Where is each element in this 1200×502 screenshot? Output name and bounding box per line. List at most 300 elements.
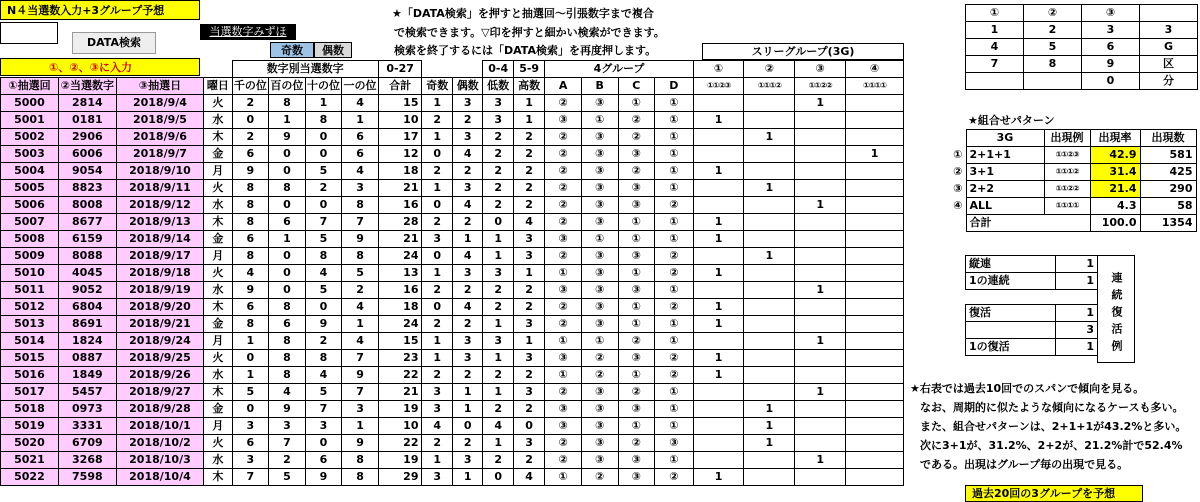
grid-cell[interactable]: G: [1140, 39, 1198, 56]
cell-g2[interactable]: [744, 265, 795, 282]
cell-d2[interactable]: 0: [269, 197, 306, 214]
cell-num[interactable]: 2906: [58, 129, 116, 146]
cell-low[interactable]: 3: [483, 333, 513, 350]
cell-date[interactable]: 2018/9/24: [116, 333, 203, 350]
cell-d4[interactable]: 8: [342, 452, 379, 469]
cell-g2[interactable]: [744, 112, 795, 129]
cell-d4[interactable]: 8: [342, 469, 379, 486]
grid-cell[interactable]: 2: [1024, 22, 1082, 39]
cell-g2[interactable]: [744, 384, 795, 401]
cell-wd[interactable]: 火: [204, 265, 232, 282]
cell-d3[interactable]: 0: [305, 146, 342, 163]
cell-d2[interactable]: 4: [269, 384, 306, 401]
cell-odd[interactable]: 3: [422, 231, 452, 248]
cell-d3[interactable]: 7: [305, 401, 342, 418]
cell-total[interactable]: 24: [378, 248, 422, 265]
grid-cell[interactable]: 区: [1140, 56, 1198, 73]
cell-g3[interactable]: 1: [795, 197, 846, 214]
grid-cell[interactable]: 3: [1082, 22, 1140, 39]
cell-total[interactable]: 12: [378, 146, 422, 163]
cell-num[interactable]: 8677: [58, 214, 116, 231]
cell-round[interactable]: 5014: [1, 333, 59, 350]
cell-g1[interactable]: [693, 418, 744, 435]
cell-high[interactable]: 3: [513, 316, 544, 333]
cell-d3[interactable]: 5: [305, 163, 342, 180]
cell-g4[interactable]: [846, 435, 904, 452]
cell-g1[interactable]: 1: [693, 299, 744, 316]
cell-odd[interactable]: 1: [422, 265, 452, 282]
cell-date[interactable]: 2018/9/20: [116, 299, 203, 316]
cell-g2[interactable]: 1: [744, 418, 795, 435]
cell-g3[interactable]: [795, 146, 846, 163]
cell-g3[interactable]: 1: [795, 333, 846, 350]
cell-round[interactable]: 5016: [1, 367, 59, 384]
cell-g2[interactable]: 1: [744, 435, 795, 452]
table-row[interactable]: [1, 95, 904, 112]
cell-c[interactable]: ③: [618, 469, 655, 486]
cell-g3[interactable]: [795, 163, 846, 180]
cell-low[interactable]: 1: [483, 316, 513, 333]
cell-g2[interactable]: 1: [744, 401, 795, 418]
cell-d2[interactable]: 3: [269, 418, 306, 435]
cell-total[interactable]: 16: [378, 282, 422, 299]
cell-g1[interactable]: [693, 146, 744, 163]
cell-g1[interactable]: [693, 95, 744, 112]
cell-even[interactable]: 2: [452, 282, 482, 299]
cell-g4[interactable]: [846, 418, 904, 435]
cell-g1[interactable]: 1: [693, 231, 744, 248]
cell-low[interactable]: 2: [483, 163, 513, 180]
cell-d2[interactable]: 1: [269, 231, 306, 248]
cell-c[interactable]: ③: [618, 180, 655, 197]
table-row[interactable]: [1, 401, 904, 418]
grid-cell[interactable]: 5: [1024, 39, 1082, 56]
cell-wd[interactable]: 木: [204, 469, 232, 486]
cell-total[interactable]: 15: [378, 95, 422, 112]
cell-odd[interactable]: 1: [422, 95, 452, 112]
cell-low[interactable]: 2: [483, 299, 513, 316]
table-row[interactable]: [1, 316, 904, 333]
cell-b[interactable]: ②: [581, 469, 618, 486]
cell-c[interactable]: ②: [618, 112, 655, 129]
cell-total[interactable]: 24: [378, 316, 422, 333]
cell-d4[interactable]: 2: [342, 282, 379, 299]
cell-num[interactable]: 9052: [58, 282, 116, 299]
cell-g4[interactable]: [846, 129, 904, 146]
cell-num[interactable]: 8008: [58, 197, 116, 214]
cell-low[interactable]: 2: [483, 367, 513, 384]
cell-even[interactable]: 0: [452, 418, 482, 435]
table-row[interactable]: [1, 112, 904, 129]
cell-total[interactable]: 10: [378, 112, 422, 129]
cell-b[interactable]: ③: [581, 180, 618, 197]
cell-total[interactable]: 15: [378, 333, 422, 350]
cell-d2[interactable]: 8: [269, 350, 306, 367]
cell-d[interactable]: ②: [655, 469, 694, 486]
cell-a[interactable]: ②: [545, 316, 582, 333]
cell-date[interactable]: 2018/9/18: [116, 265, 203, 282]
cell-b[interactable]: ②: [581, 367, 618, 384]
table-row[interactable]: [1, 214, 904, 231]
cell-a[interactable]: ③: [545, 282, 582, 299]
cell-wd[interactable]: 月: [204, 248, 232, 265]
cell-c[interactable]: ①: [618, 231, 655, 248]
cell-even[interactable]: 4: [452, 299, 482, 316]
cell-d[interactable]: ①: [655, 231, 694, 248]
cell-d1[interactable]: 1: [232, 333, 269, 350]
cell-d2[interactable]: 0: [269, 146, 306, 163]
cell-g4[interactable]: [846, 231, 904, 248]
cell-c[interactable]: ③: [618, 452, 655, 469]
cell-g1[interactable]: 1: [693, 367, 744, 384]
cell-d2[interactable]: 0: [269, 163, 306, 180]
cell-date[interactable]: 2018/9/25: [116, 350, 203, 367]
cell-odd[interactable]: 2: [422, 367, 452, 384]
cell-d3[interactable]: 0: [305, 197, 342, 214]
cell-num[interactable]: 0887: [58, 350, 116, 367]
cell-g3[interactable]: [795, 248, 846, 265]
cell-d1[interactable]: 6: [232, 231, 269, 248]
cell-g3[interactable]: [795, 350, 846, 367]
cell-odd[interactable]: 1: [422, 452, 452, 469]
cell-g2[interactable]: [744, 146, 795, 163]
cell-d[interactable]: ①: [655, 282, 694, 299]
cell-round[interactable]: 5021: [1, 452, 59, 469]
cell-d3[interactable]: 0: [305, 299, 342, 316]
cell-high[interactable]: 2: [513, 163, 544, 180]
cell-total[interactable]: 16: [378, 197, 422, 214]
cell-date[interactable]: 2018/9/5: [116, 112, 203, 129]
cell-total[interactable]: 29: [378, 469, 422, 486]
cell-wd[interactable]: 火: [204, 180, 232, 197]
cell-d[interactable]: ②: [655, 197, 694, 214]
cell-d3[interactable]: 2: [305, 180, 342, 197]
cell-d2[interactable]: 9: [269, 401, 306, 418]
cell-num[interactable]: 8088: [58, 248, 116, 265]
cell-even[interactable]: 2: [452, 435, 482, 452]
cell-b[interactable]: ③: [581, 214, 618, 231]
cell-num[interactable]: 0973: [58, 401, 116, 418]
cell-d4[interactable]: 6: [342, 146, 379, 163]
cell-g3[interactable]: [795, 265, 846, 282]
cell-high[interactable]: 2: [513, 282, 544, 299]
cell-g1[interactable]: [693, 197, 744, 214]
cell-num[interactable]: 8691: [58, 316, 116, 333]
cell-even[interactable]: 3: [452, 350, 482, 367]
cell-d2[interactable]: 0: [269, 248, 306, 265]
cell-num[interactable]: 4045: [58, 265, 116, 282]
cell-g2[interactable]: 1: [744, 248, 795, 265]
cell-total[interactable]: 28: [378, 214, 422, 231]
cell-round[interactable]: 5007: [1, 214, 59, 231]
cell-g3[interactable]: [795, 129, 846, 146]
cell-c[interactable]: ①: [618, 265, 655, 282]
cell-d4[interactable]: 1: [342, 112, 379, 129]
cell-total[interactable]: 22: [378, 435, 422, 452]
grid-cell[interactable]: 8: [1024, 56, 1082, 73]
cell-b[interactable]: ③: [581, 401, 618, 418]
cell-high[interactable]: 2: [513, 367, 544, 384]
cell-total[interactable]: 18: [378, 163, 422, 180]
cell-g2[interactable]: [744, 316, 795, 333]
grid-cell[interactable]: 0: [1082, 73, 1140, 90]
cell-d3[interactable]: 8: [305, 350, 342, 367]
cell-g4[interactable]: [846, 265, 904, 282]
cell-round[interactable]: 5018: [1, 401, 59, 418]
cell-total[interactable]: 21: [378, 384, 422, 401]
cell-date[interactable]: 2018/9/12: [116, 197, 203, 214]
cell-date[interactable]: 2018/9/10: [116, 163, 203, 180]
cell-wd[interactable]: 水: [204, 282, 232, 299]
cell-d[interactable]: ①: [655, 452, 694, 469]
cell-g1[interactable]: [693, 452, 744, 469]
cell-high[interactable]: 2: [513, 146, 544, 163]
cell-c[interactable]: ③: [618, 282, 655, 299]
cell-g2[interactable]: [744, 350, 795, 367]
cell-d1[interactable]: 8: [232, 214, 269, 231]
cell-round[interactable]: 5015: [1, 350, 59, 367]
cell-even[interactable]: 3: [452, 129, 482, 146]
cell-d3[interactable]: 7: [305, 214, 342, 231]
cell-g1[interactable]: [693, 401, 744, 418]
cell-d[interactable]: ②: [655, 265, 694, 282]
cell-g4[interactable]: [846, 180, 904, 197]
cell-d4[interactable]: 7: [342, 350, 379, 367]
table-row[interactable]: [1, 452, 904, 469]
grid-cell[interactable]: 4: [966, 39, 1024, 56]
cell-odd[interactable]: 0: [422, 146, 452, 163]
cell-a[interactable]: ②: [545, 299, 582, 316]
cell-a[interactable]: ①: [545, 367, 582, 384]
cell-wd[interactable]: 月: [204, 163, 232, 180]
cell-g2[interactable]: 1: [744, 129, 795, 146]
cell-round[interactable]: 5006: [1, 197, 59, 214]
cell-d3[interactable]: 5: [305, 231, 342, 248]
cell-wd[interactable]: 木: [204, 214, 232, 231]
cell-d2[interactable]: 6: [269, 214, 306, 231]
cell-g3[interactable]: [795, 418, 846, 435]
cell-d1[interactable]: 8: [232, 316, 269, 333]
cell-d[interactable]: ①: [655, 316, 694, 333]
table-row[interactable]: [1, 435, 904, 452]
cell-g4[interactable]: [846, 452, 904, 469]
cell-total[interactable]: 22: [378, 367, 422, 384]
cell-wd[interactable]: 月: [204, 333, 232, 350]
cell-d[interactable]: ①: [655, 112, 694, 129]
cell-wd[interactable]: 火: [204, 435, 232, 452]
cell-g1[interactable]: [693, 384, 744, 401]
cell-b[interactable]: ③: [581, 435, 618, 452]
cell-even[interactable]: 4: [452, 248, 482, 265]
cell-round[interactable]: 5002: [1, 129, 59, 146]
cell-b[interactable]: ①: [581, 112, 618, 129]
cell-even[interactable]: 4: [452, 146, 482, 163]
cell-high[interactable]: 3: [513, 231, 544, 248]
cell-num[interactable]: 2814: [58, 95, 116, 112]
cell-low[interactable]: 2: [483, 146, 513, 163]
cell-even[interactable]: 1: [452, 469, 482, 486]
cell-d1[interactable]: 9: [232, 163, 269, 180]
cell-odd[interactable]: 2: [422, 316, 452, 333]
cell-d4[interactable]: 3: [342, 180, 379, 197]
cell-c[interactable]: ①: [618, 418, 655, 435]
grid-cell[interactable]: 9: [1082, 56, 1140, 73]
cell-high[interactable]: 2: [513, 299, 544, 316]
cell-odd[interactable]: 2: [422, 214, 452, 231]
cell-odd[interactable]: 2: [422, 112, 452, 129]
cell-d2[interactable]: 8: [269, 95, 306, 112]
cell-high[interactable]: 2: [513, 401, 544, 418]
cell-round[interactable]: 5020: [1, 435, 59, 452]
cell-wd[interactable]: 木: [204, 384, 232, 401]
cell-g1[interactable]: 1: [693, 112, 744, 129]
cell-even[interactable]: 2: [452, 316, 482, 333]
cell-g3[interactable]: [795, 367, 846, 384]
cell-b[interactable]: ③: [581, 95, 618, 112]
cell-c[interactable]: ③: [618, 146, 655, 163]
cell-low[interactable]: 1: [483, 350, 513, 367]
cell-total[interactable]: 19: [378, 452, 422, 469]
cell-d1[interactable]: 0: [232, 401, 269, 418]
cell-c[interactable]: ②: [618, 333, 655, 350]
cell-round[interactable]: 5019: [1, 418, 59, 435]
cell-round[interactable]: 5008: [1, 231, 59, 248]
cell-low[interactable]: 4: [483, 418, 513, 435]
cell-d3[interactable]: 4: [305, 367, 342, 384]
cell-wd[interactable]: 木: [204, 129, 232, 146]
cell-a[interactable]: ②: [545, 435, 582, 452]
cell-wd[interactable]: 水: [204, 197, 232, 214]
cell-d[interactable]: ①: [655, 180, 694, 197]
cell-date[interactable]: 2018/9/26: [116, 367, 203, 384]
cell-even[interactable]: 3: [452, 265, 482, 282]
cell-even[interactable]: 2: [452, 214, 482, 231]
cell-g1[interactable]: [693, 282, 744, 299]
cell-round[interactable]: 5003: [1, 146, 59, 163]
cell-g2[interactable]: [744, 299, 795, 316]
cell-d1[interactable]: 4: [232, 265, 269, 282]
cell-b[interactable]: ③: [581, 384, 618, 401]
cell-d1[interactable]: 6: [232, 299, 269, 316]
cell-date[interactable]: 2018/10/3: [116, 452, 203, 469]
cell-even[interactable]: 3: [452, 180, 482, 197]
cell-high[interactable]: 4: [513, 214, 544, 231]
cell-b[interactable]: ③: [581, 265, 618, 282]
cell-low[interactable]: 1: [483, 384, 513, 401]
cell-a[interactable]: ②: [545, 129, 582, 146]
cell-total[interactable]: 19: [378, 401, 422, 418]
cell-b[interactable]: ③: [581, 197, 618, 214]
cell-date[interactable]: 2018/9/13: [116, 214, 203, 231]
cell-c[interactable]: ②: [618, 435, 655, 452]
cell-c[interactable]: ②: [618, 129, 655, 146]
cell-d4[interactable]: 4: [342, 95, 379, 112]
cell-low[interactable]: 2: [483, 197, 513, 214]
cell-a[interactable]: ③: [545, 231, 582, 248]
table-row[interactable]: [1, 231, 904, 248]
cell-num[interactable]: 6804: [58, 299, 116, 316]
cell-date[interactable]: 2018/9/28: [116, 401, 203, 418]
cell-g3[interactable]: [795, 316, 846, 333]
cell-date[interactable]: 2018/10/1: [116, 418, 203, 435]
cell-g3[interactable]: [795, 180, 846, 197]
cell-d2[interactable]: 0: [269, 282, 306, 299]
cell-date[interactable]: 2018/9/27: [116, 384, 203, 401]
cell-low[interactable]: 1: [483, 231, 513, 248]
cell-d3[interactable]: 6: [305, 452, 342, 469]
cell-d4[interactable]: 7: [342, 214, 379, 231]
cell-wd[interactable]: 水: [204, 367, 232, 384]
cell-d2[interactable]: 0: [269, 265, 306, 282]
cell-wd[interactable]: 金: [204, 146, 232, 163]
cell-date[interactable]: 2018/10/4: [116, 469, 203, 486]
grid-cell[interactable]: 7: [966, 56, 1024, 73]
cell-g1[interactable]: [693, 333, 744, 350]
cell-high[interactable]: 1: [513, 333, 544, 350]
cell-a[interactable]: ③: [545, 350, 582, 367]
cell-even[interactable]: 3: [452, 333, 482, 350]
cell-g2[interactable]: [744, 163, 795, 180]
cell-g2[interactable]: [744, 231, 795, 248]
table-row[interactable]: [1, 282, 904, 299]
cell-num[interactable]: 6159: [58, 231, 116, 248]
cell-d[interactable]: ③: [655, 435, 694, 452]
cell-a[interactable]: ③: [545, 401, 582, 418]
cell-num[interactable]: 8823: [58, 180, 116, 197]
cell-g1[interactable]: 1: [693, 469, 744, 486]
cell-g4[interactable]: [846, 112, 904, 129]
cell-d[interactable]: ①: [655, 146, 694, 163]
cell-total[interactable]: 10: [378, 418, 422, 435]
cell-a[interactable]: ②: [545, 163, 582, 180]
cell-g3[interactable]: [795, 299, 846, 316]
cell-date[interactable]: 2018/9/19: [116, 282, 203, 299]
cell-round[interactable]: 5001: [1, 112, 59, 129]
cell-num[interactable]: 1849: [58, 367, 116, 384]
cell-d3[interactable]: 8: [305, 112, 342, 129]
table-row[interactable]: [1, 469, 904, 486]
cell-date[interactable]: 2018/9/4: [116, 95, 203, 112]
cell-total[interactable]: 21: [378, 231, 422, 248]
cell-d3[interactable]: 5: [305, 384, 342, 401]
cell-g1[interactable]: 1: [693, 350, 744, 367]
cell-low[interactable]: 3: [483, 265, 513, 282]
cell-a[interactable]: ③: [545, 112, 582, 129]
cell-d[interactable]: ①: [655, 333, 694, 350]
cell-d[interactable]: ①: [655, 418, 694, 435]
table-row[interactable]: [1, 418, 904, 435]
cell-even[interactable]: 3: [452, 452, 482, 469]
cell-d[interactable]: ②: [655, 367, 694, 384]
cell-g3[interactable]: [795, 469, 846, 486]
cell-g1[interactable]: [693, 248, 744, 265]
cell-g1[interactable]: [693, 129, 744, 146]
cell-odd[interactable]: 3: [422, 469, 452, 486]
table-row[interactable]: [1, 180, 904, 197]
cell-d[interactable]: ①: [655, 95, 694, 112]
cell-g3[interactable]: [795, 401, 846, 418]
cell-num[interactable]: 1824: [58, 333, 116, 350]
cell-d1[interactable]: 5: [232, 384, 269, 401]
cell-date[interactable]: 2018/9/6: [116, 129, 203, 146]
cell-wd[interactable]: 金: [204, 231, 232, 248]
cell-d1[interactable]: 8: [232, 180, 269, 197]
cell-d1[interactable]: 3: [232, 418, 269, 435]
cell-d[interactable]: ①: [655, 129, 694, 146]
cell-even[interactable]: 2: [452, 163, 482, 180]
cell-g2[interactable]: [744, 214, 795, 231]
grid-cell[interactable]: 1: [966, 22, 1024, 39]
